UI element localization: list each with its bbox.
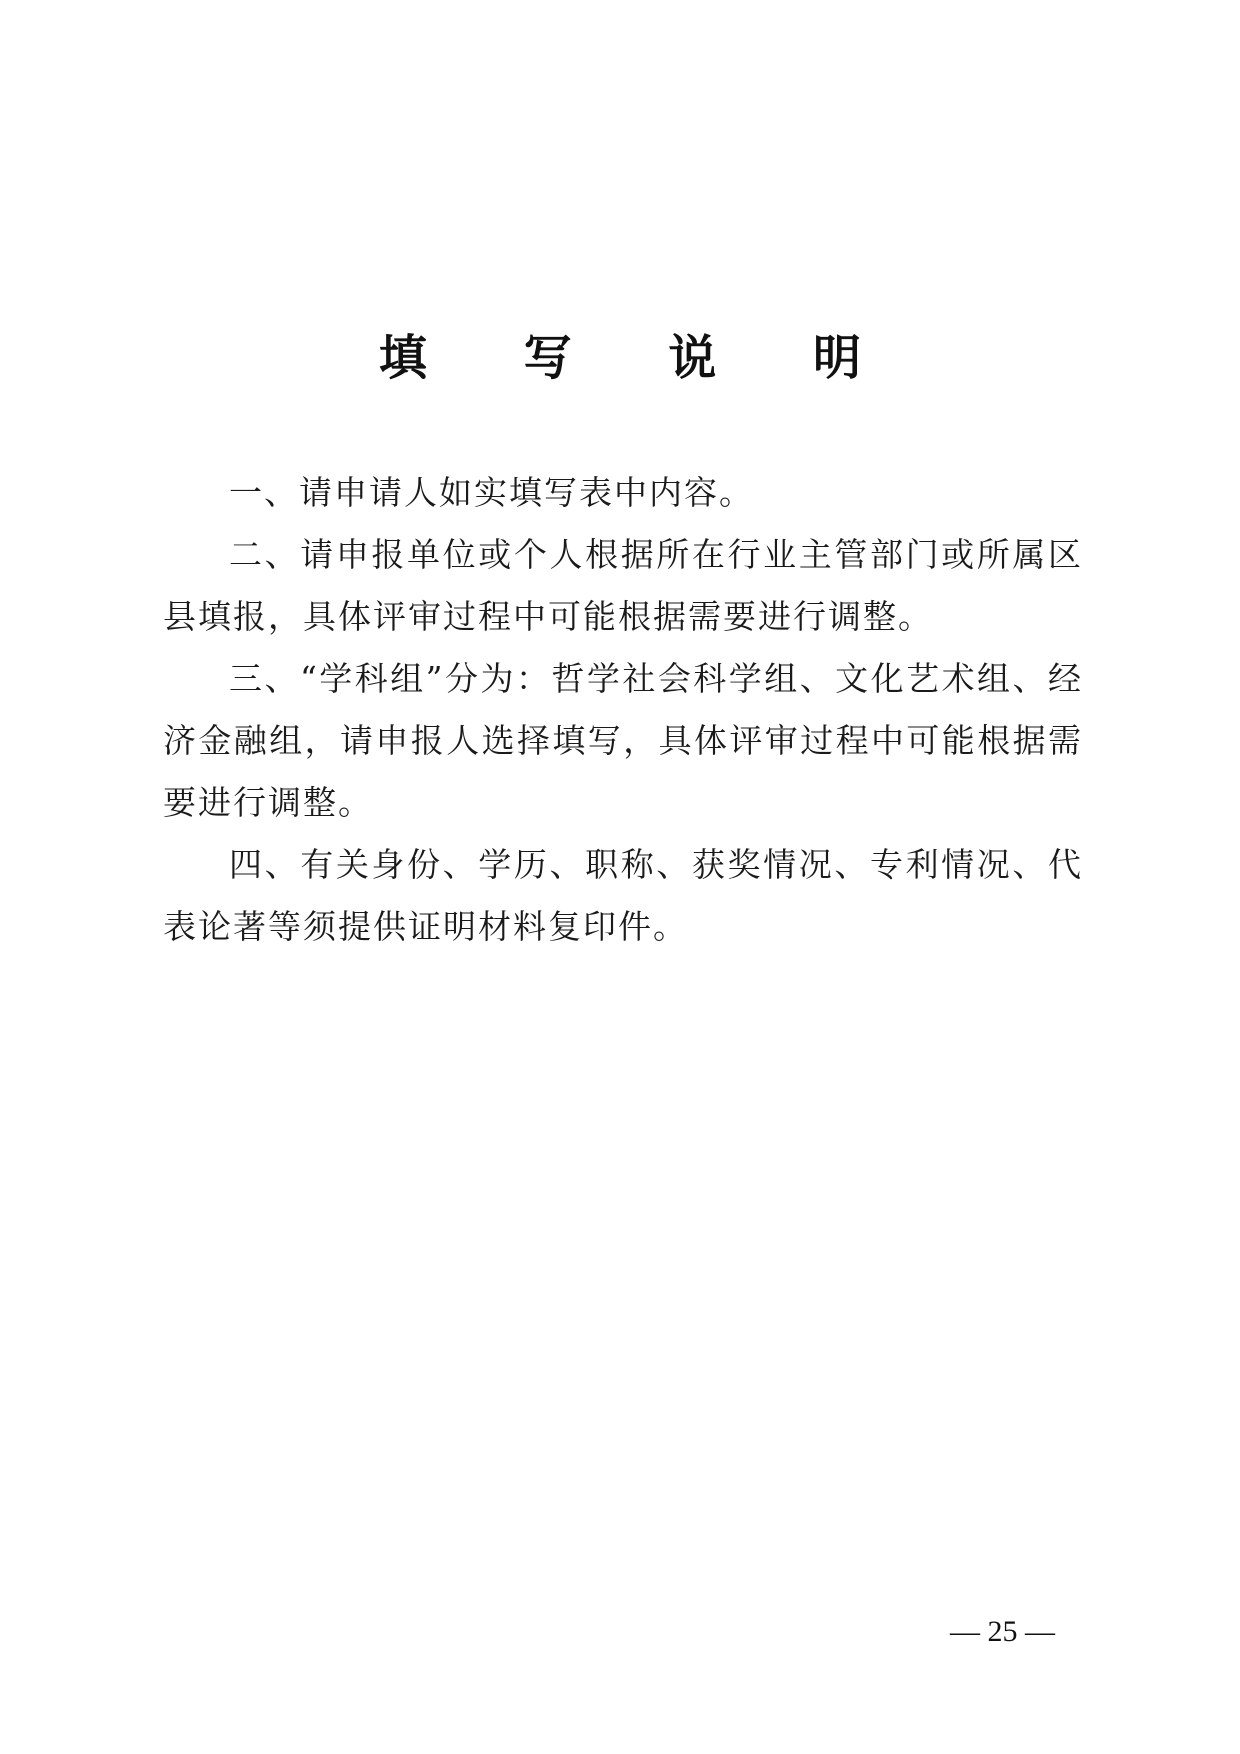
page-title: 填 写 说 明 xyxy=(378,330,902,386)
instructions-body xyxy=(163,462,1083,958)
instruction-paragraph-2: 二、请申报单位或个人根据所在行业主管部门或所属区县填报，具体评审过程中可能根据需要进行调整。 xyxy=(163,535,1083,636)
page-number: — 25 — xyxy=(950,1615,1055,1648)
instruction-paragraph-1: 一、请申请人如实填写表中内容。 xyxy=(229,473,754,512)
instruction-paragraph-4: 四、有关身份、学历、职称、获奖情况、专利情况、代表论著等须提供证明材料复印件。 xyxy=(163,845,1083,946)
instruction-paragraph-3: 三、“学科组”分为：哲学社会科学组、文化艺术组、经济金融组，请申报人选择填写，具体评审过程中可能根据需要进行调整。 xyxy=(163,659,1083,822)
